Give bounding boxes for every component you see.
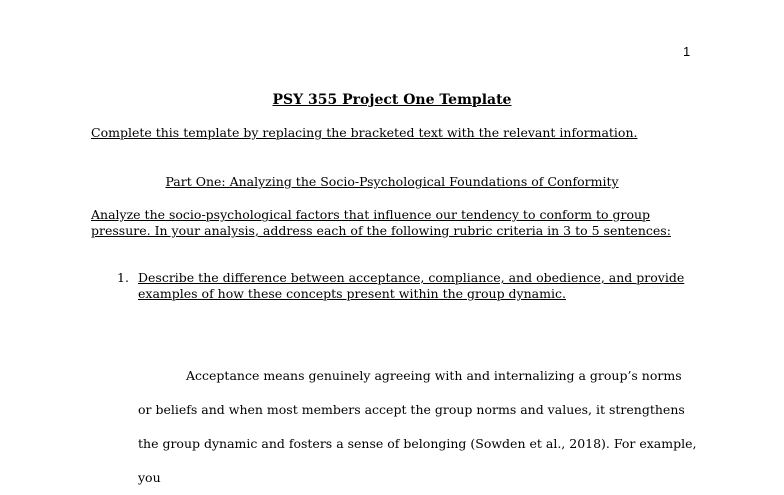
list-item-number: 1. — [117, 270, 129, 285]
document-title: PSY 355 Project One Template — [272, 92, 512, 108]
analyze-prompt: Analyze the socio-psychological factors that influence our tendency to conform to group pressure. In your analysis, address each of the following rubric criteria in 3 to 5 sentences: — [91, 207, 671, 238]
response-paragraph — [138, 359, 698, 495]
response-text: Acceptance means genuinely agreeing with and internalizing a group’s norms or beliefs and when most members accept the group norms and values, it strengthens the group dynamic and fosters a sense of belonging (Sowden et al., 2018). For example, you — [138, 367, 697, 485]
part-one-heading: Part One: Analyzing the Socio-Psychological Foundations of Conformity — [165, 174, 619, 189]
list-item-text: Describe the difference between acceptance, compliance, and obedience, and provide examples of how these concepts present within the group dynamic. — [138, 270, 685, 301]
template-instructions: Complete this template by replacing the bracketed text with the relevant information. — [91, 125, 638, 140]
page-number: 1 — [683, 44, 691, 59]
